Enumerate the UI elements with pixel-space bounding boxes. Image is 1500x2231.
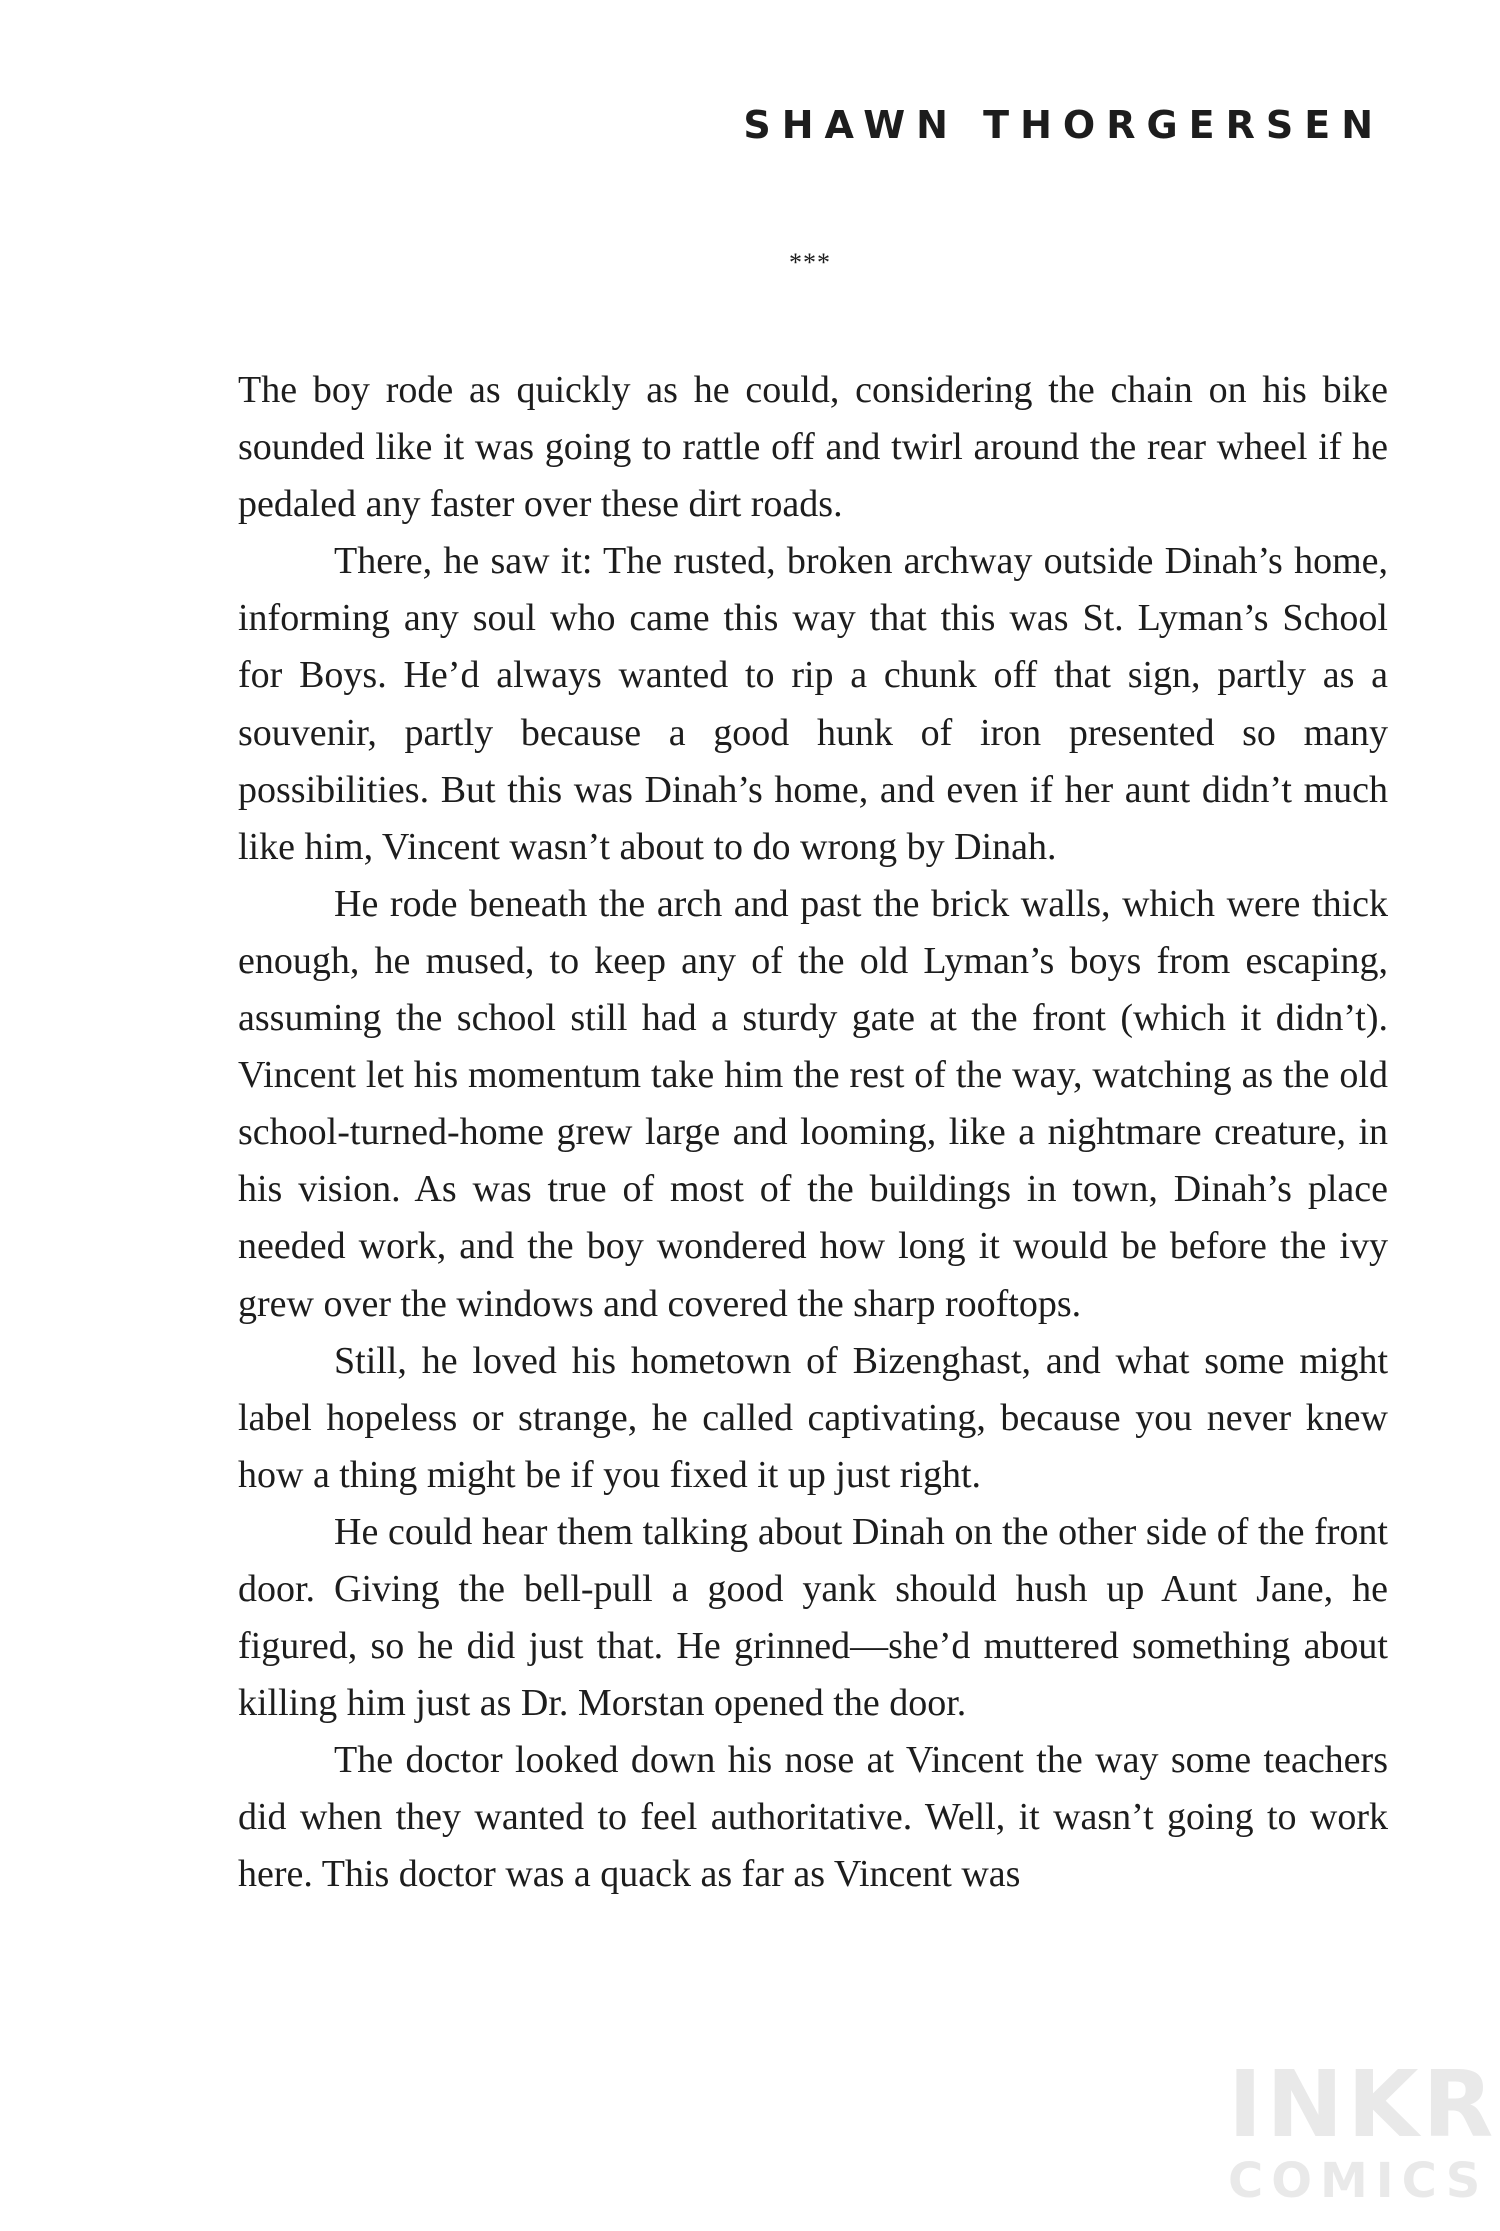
paragraph: He could hear them talking about Dinah on the other side of the front door. Giving the bell-pull a good yank should hush up Aunt Jane, he figured, so he did just that. He grinned—she’d muttered something about killing him just as Dr. Morstan opened the door. [238,1510,1388,1725]
body-text [238,362,1388,1904]
watermark-logo: INKR [1228,2051,1498,2158]
paragraph: The doctor looked down his nose at Vincent the way some teachers did when they wanted to feel authoritative. Well, it wasn’t going to work here. This doctor was a quack as far as Vincent was [238,1739,1388,1896]
running-head: SHAWN THORGERSEN [743,103,1384,147]
scene-break: *** [789,248,831,277]
inkr-comics-watermark [1228,2051,1498,2209]
watermark-subtitle: COMICS [1228,2153,1489,2209]
paragraph: There, he saw it: The rusted, broken archway outside Dinah’s home, informing any soul who came this way that this was St. Lyman’s School for Boys. He’d always wanted to rip a chunk off that sign, partly as a souvenir, partly because a good hunk of iron presented so many possibilities. But this was Dinah’s home, and even if her aunt didn’t much like him, Vincent wasn’t about to do wrong by Dinah. [238,540,1388,868]
paragraph: The boy rode as quickly as he could, considering the chain on his bike sounded like it was going to rattle off and twirl around the rear wheel if he pedaled any faster over these dirt roads. [238,369,1388,526]
paragraph: He rode beneath the arch and past the brick walls, which were thick enough, he mused, to keep any of the old Lyman’s boys from escaping, assuming the school still had a sturdy gate at the front (which it didn’t). Vincent let his momentum take him the rest of the way, watching as the old school-turned-home grew large and looming, like a nightmare creature, in his vision. As was true of most of the buildings in town, Dinah’s place needed work, and the boy wondered how long it would be before the ivy grew over the windows and covered the sharp rooftops. [238,882,1388,1325]
paragraph: Still, he loved his hometown of Bizenghast, and what some might label hopeless or strange, he called captivating, because you never knew how a thing might be if you fixed it up just right. [238,1339,1388,1496]
